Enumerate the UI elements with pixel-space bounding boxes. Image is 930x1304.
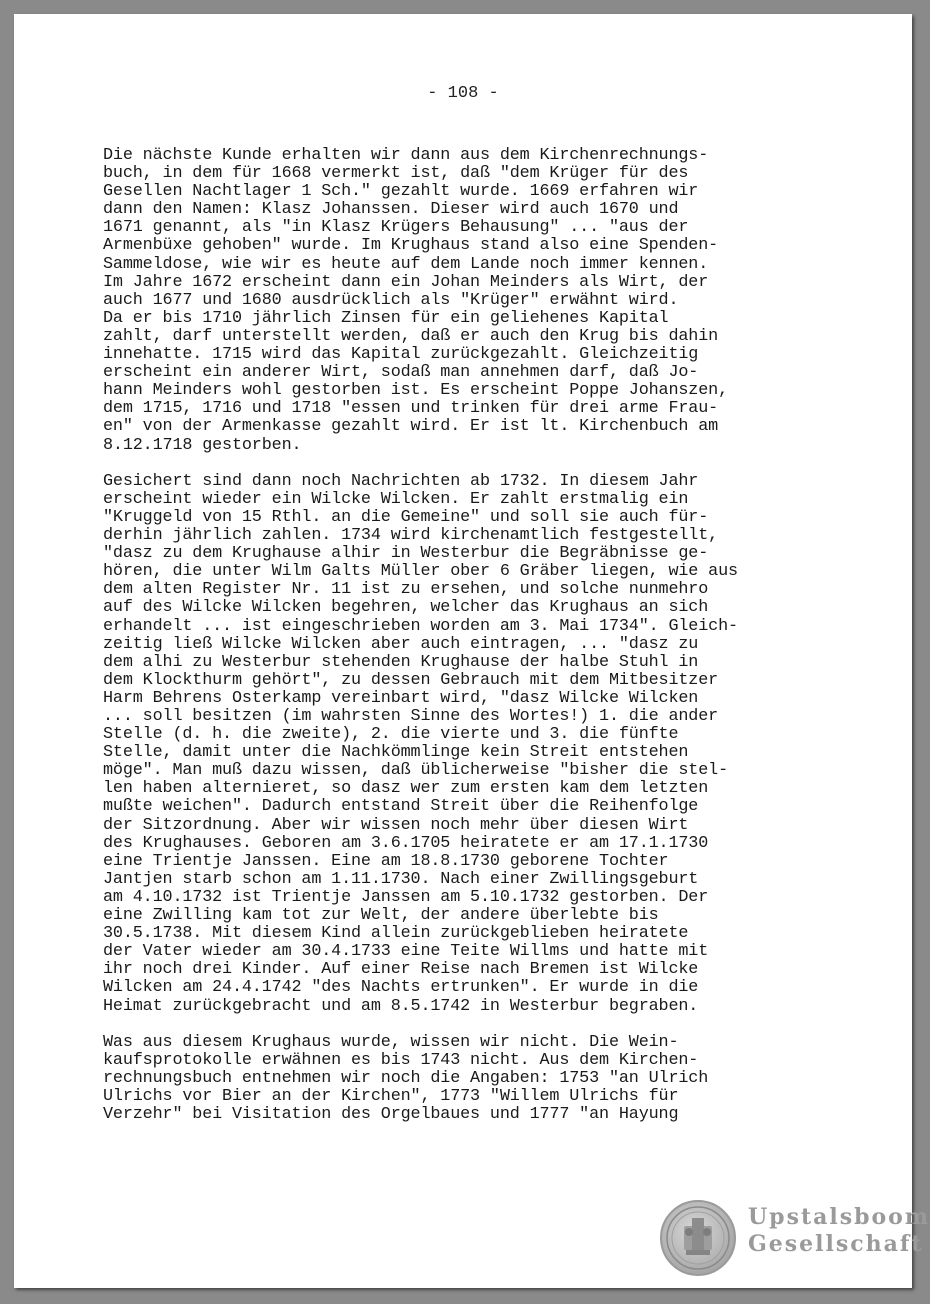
text-line: Gesichert sind dann noch Nachrichten ab 1732. In diesem Jahr	[103, 471, 699, 491]
text-line: Armenbüxe gehoben" wurde. Im Krughaus stand also eine Spenden-	[103, 236, 719, 256]
document-page	[14, 14, 930, 1288]
text-line: Stelle (d. h. die zweite), 2. die vierte und 3. die fünfte	[103, 725, 679, 745]
text-line: dem alten Register Nr. 11 ist zu ersehen, und solche nunmehro	[103, 580, 709, 600]
society-stamp	[660, 1200, 930, 1280]
text-line: Heimat zurückgebracht und am 8.5.1742 in Westerbur begraben.	[103, 996, 699, 1016]
text-line: Jantjen starb schon am 1.11.1730. Nach einer Zwillingsgeburt	[103, 869, 699, 889]
paragraph	[103, 473, 843, 1016]
text-line: Die nächste Kunde erhalten wir dann aus dem Kirchenrechnungs-	[103, 146, 709, 165]
text-line: derhin jährlich zahlen. 1734 wird kirchenamtlich festgestellt,	[103, 526, 719, 546]
text-line: eine Zwilling kam tot zur Welt, der andere überlebte bis	[103, 906, 659, 926]
text-line: "dasz zu dem Krughause alhir in Westerbur die Begräbnisse ge-	[103, 544, 709, 564]
text-line: 1671 genannt, als "in Klasz Krügers Behausung" ... "aus der	[103, 218, 689, 238]
text-line: ihr noch drei Kinder. Auf einer Reise nach Bremen ist Wilcke	[103, 960, 699, 980]
society-name-line2: Gesellschaft	[748, 1231, 924, 1257]
text-line: möge". Man muß dazu wissen, daß üblicherweise "bisher die stel-	[103, 761, 728, 781]
paragraph-gap	[103, 455, 843, 473]
text-line: Gesellen Nachtlager 1 Sch." gezahlt wurde. 1669 erfahren wir	[103, 182, 699, 202]
text-line: auch 1677 und 1680 ausdrücklich als "Krüger" erwähnt wird.	[103, 290, 679, 310]
text-line: Harm Behrens Osterkamp vereinbart wird, "dasz Wilcke Wilcken	[103, 688, 699, 708]
text-line: mußte weichen". Dadurch entstand Streit über die Reihenfolge	[103, 797, 699, 817]
text-line: der Vater wieder am 30.4.1733 eine Teite Willms und hatte mit	[103, 942, 709, 962]
text-line: auf des Wilcke Wilcken begehren, welcher das Krughaus an sich	[103, 598, 709, 618]
text-line: dem Klockthurm gehört", zu dessen Gebrauch mit dem Mitbesitzer	[103, 670, 719, 690]
text-line: 8.12.1718 gestorben.	[103, 435, 302, 455]
text-line: erscheint ein anderer Wirt, sodaß man annehmen darf, daß Jo-	[103, 363, 699, 383]
paragraph-gap	[103, 1016, 843, 1034]
text-line: des Krughauses. Geboren am 3.6.1705 heiratete er am 17.1.1730	[103, 833, 709, 853]
seal-icon	[660, 1200, 736, 1276]
text-line: hören, die unter Wilm Galts Müller ober 6 Gräber liegen, wie aus	[103, 562, 738, 582]
text-line: am 4.10.1732 ist Trientje Janssen am 5.10.1732 gestorben. Der	[103, 887, 709, 907]
text-line: hann Meinders wohl gestorben ist. Es erscheint Poppe Johanszen,	[103, 381, 728, 401]
text-line: dem alhi zu Westerbur stehenden Krughause der halbe Stuhl in	[103, 652, 699, 672]
paragraph	[103, 147, 843, 455]
society-name-line1: Upstalsboom	[748, 1204, 930, 1230]
paragraph	[103, 1034, 843, 1124]
text-line: Verzehr" bei Visitation des Orgelbaues und 1777 "an Hayung	[103, 1105, 679, 1125]
text-line: Da er bis 1710 jährlich Zinsen für ein geliehenes Kapital	[103, 308, 669, 328]
text-line: kaufsprotokolle erwähnen es bis 1743 nicht. Aus dem Kirchen-	[103, 1050, 699, 1070]
text-line: en" von der Armenkasse gezahlt wird. Er ist lt. Kirchenbuch am	[103, 417, 719, 437]
text-line: zeitig ließ Wilcke Wilcken aber auch eintragen, ... "dasz zu	[103, 634, 699, 654]
text-line: dem 1715, 1716 und 1718 "essen und trinken für drei arme Frau-	[103, 399, 719, 419]
text-line: zahlt, darf unterstellt werden, daß er auch den Krug bis dahin	[103, 326, 719, 346]
text-line: "Kruggeld von 15 Rthl. an die Gemeine" und soll sie auch für-	[103, 507, 709, 527]
text-line: len haben alternieret, so dasz wer zum ersten kam dem letzten	[103, 779, 709, 799]
text-line: Stelle, damit unter die Nachkömmlinge kein Streit entstehen	[103, 743, 689, 763]
text-line: erhandelt ... ist eingeschrieben worden am 3. Mai 1734". Gleich-	[103, 616, 738, 636]
text-line: Ulrichs vor Bier an der Kirchen", 1773 "Willem Ulrichs für	[103, 1087, 679, 1107]
body-text	[103, 147, 843, 1124]
text-line: erscheint wieder ein Wilcke Wilcken. Er zahlt erstmalig ein	[103, 489, 689, 509]
text-line: der Sitzordnung. Aber wir wissen noch mehr über diesen Wirt	[103, 815, 689, 835]
text-line: Im Jahre 1672 erscheint dann ein Johan Meinders als Wirt, der	[103, 272, 709, 292]
text-line: buch, in dem für 1668 vermerkt ist, daß "dem Krüger für des	[103, 164, 689, 184]
text-line: Was aus diesem Krughaus wurde, wissen wir nicht. Die Wein-	[103, 1032, 679, 1052]
society-name	[748, 1204, 930, 1258]
text-line: Sammeldose, wie wir es heute auf dem Lande noch immer kennen.	[103, 254, 709, 274]
text-line: rechnungsbuch entnehmen wir noch die Angaben: 1753 "an Ulrich	[103, 1068, 709, 1088]
text-line: ... soll besitzen (im wahrsten Sinne des Wortes!) 1. die ander	[103, 707, 719, 726]
text-line: dann den Namen: Klasz Johanssen. Dieser wird auch 1670 und	[103, 200, 679, 220]
page-number: - 108 -	[427, 84, 499, 103]
text-line: 30.5.1738. Mit diesem Kind allein zurückgeblieben heiratete	[103, 924, 689, 944]
text-line: innehatte. 1715 wird das Kapital zurückgezahlt. Gleichzeitig	[103, 345, 699, 365]
text-line: eine Trientje Janssen. Eine am 18.8.1730 geborene Tochter	[103, 851, 669, 871]
text-line: Wilcken am 24.4.1742 "des Nachts ertrunken". Er wurde in die	[103, 978, 699, 998]
